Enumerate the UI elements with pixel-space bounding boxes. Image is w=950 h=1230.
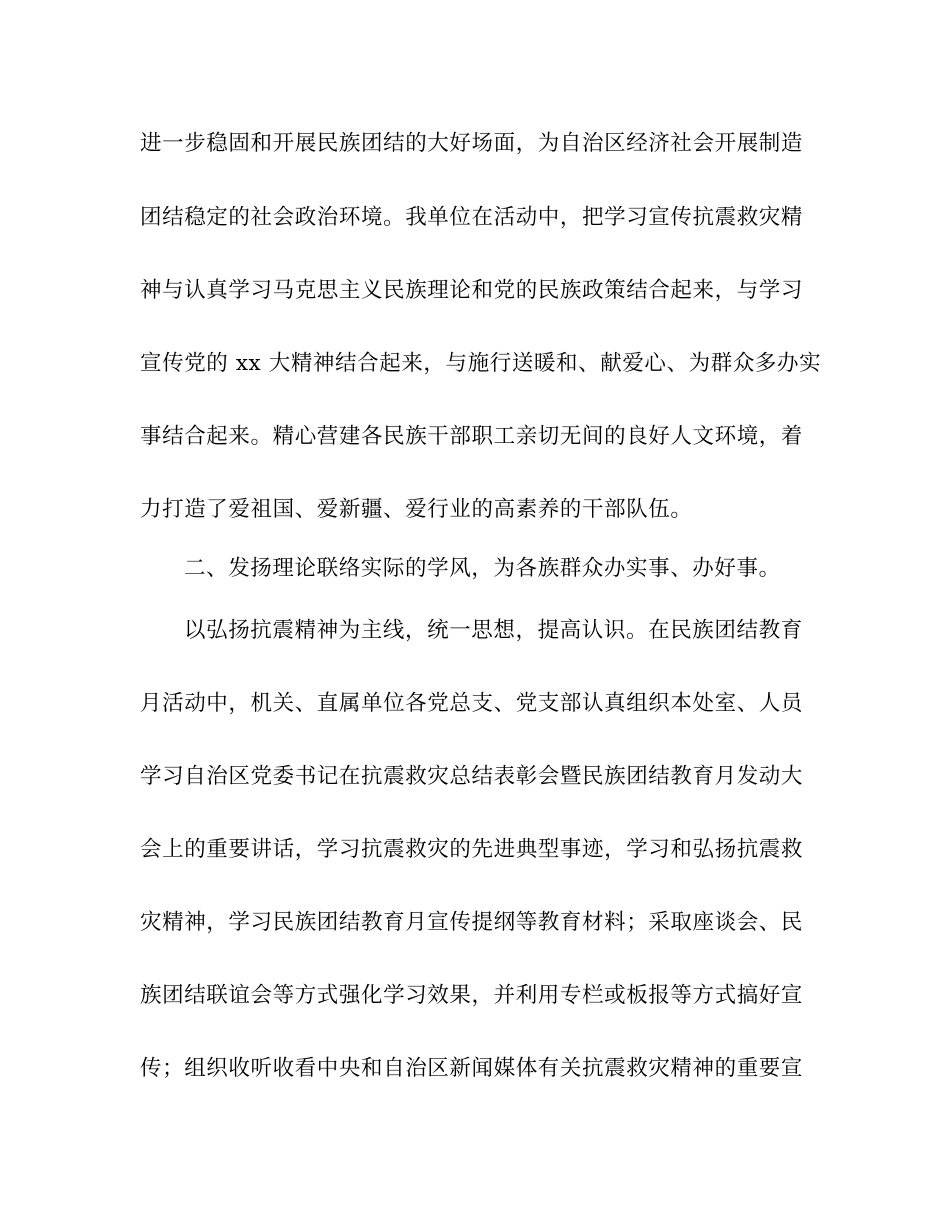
- paragraph-first-line: 以弘扬抗震精神为主线，统一思想，提高认识。在民族团结教育: [184, 618, 803, 643]
- body-text-line: 团结稳定的社会政治环境。我单位在活动中，把学习宣传抗震救灾精: [140, 205, 804, 230]
- body-text-line: 灾精神，学习民族团结教育月宣传提纲等教育材料；采取座谈会、民: [140, 910, 804, 935]
- body-text-line: 族团结联谊会等方式强化学习效果，并利用专栏或板报等方式搞好宣: [140, 983, 804, 1008]
- body-text-line: 学习自治区党委书记在抗震救灾总结表彰会暨民族团结教育月发动大: [140, 764, 804, 789]
- section-heading: 二、发扬理论联络实际的学风，为各族群众办实事、办好事。: [184, 556, 781, 581]
- body-text-line: 宣传党的 xx 大精神结合起来，与施行送暖和、献爱心、为群众多办实: [140, 351, 822, 376]
- body-text-line: 传；组织收听收看中央和自治区新闻媒体有关抗震救灾精神的重要宣: [140, 1056, 804, 1081]
- body-text-line: 神与认真学习马克思主义民族理论和党的民族政策结合起来，与学习: [140, 278, 804, 303]
- body-text-line: 月活动中，机关、直属单位各党总支、党支部认真组织本处室、人员: [140, 691, 804, 716]
- body-text-line: 会上的重要讲话，学习抗震救灾的先进典型事迹，学习和弘扬抗震救: [140, 837, 804, 862]
- body-text-line: 事结合起来。精心营建各民族干部职工亲切无间的良好人文环境，着: [140, 424, 804, 449]
- body-text-line: 力打造了爱祖国、爱新疆、爱行业的高素养的干部队伍。: [140, 497, 693, 522]
- body-text-line: 进一步稳固和开展民族团结的大好场面，为自治区经济社会开展制造: [140, 131, 804, 156]
